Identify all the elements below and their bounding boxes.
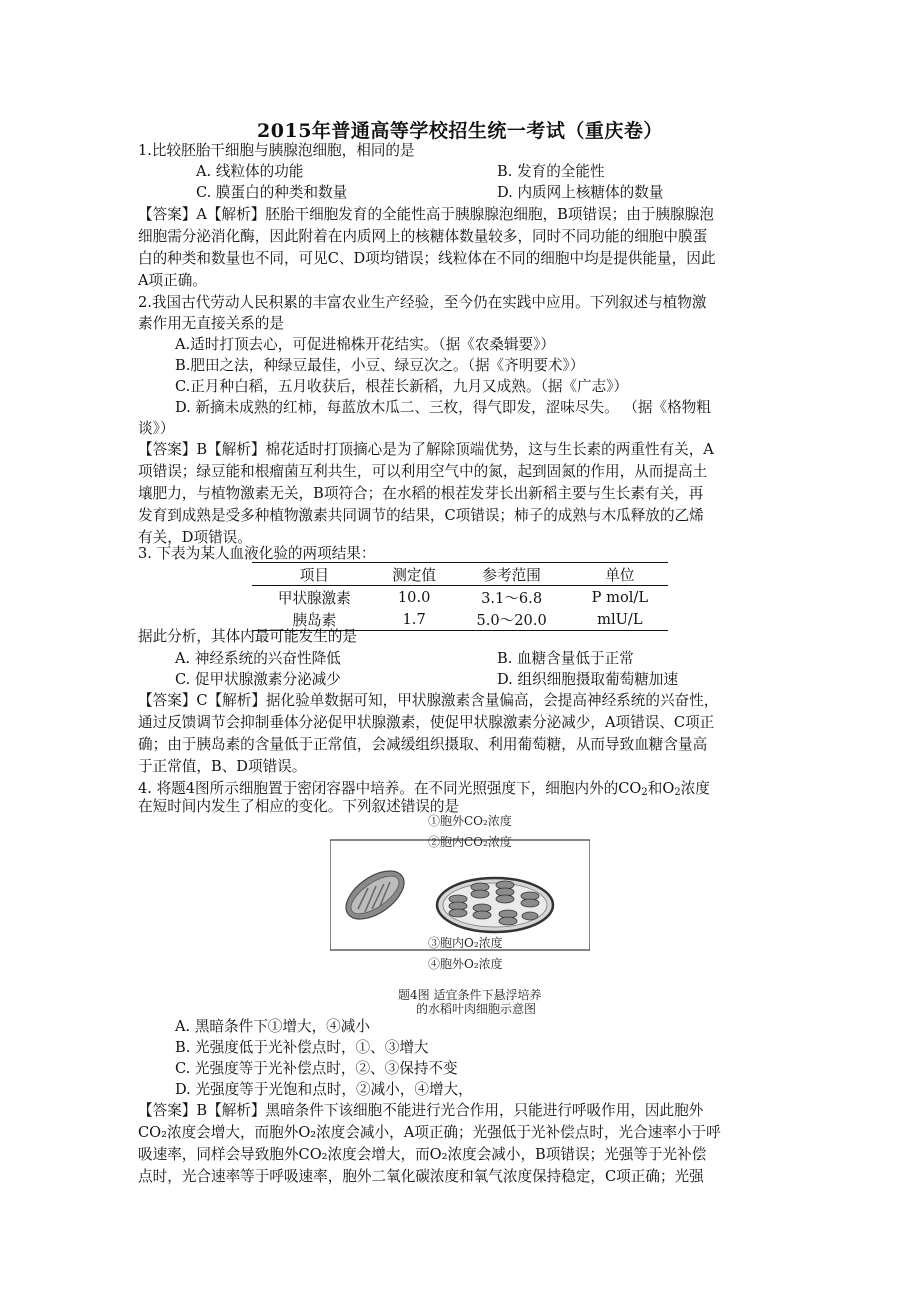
q4-option-d: D. 光强度等于光饱和点时，②减小，④增大，: [175, 1081, 473, 1098]
table-row: [252, 586, 668, 609]
q2-stem-line: 素作用无直接关系的是: [138, 315, 284, 332]
figure-caption: 的水稻叶肉细胞示意图: [416, 1002, 537, 1016]
table-cell: 3.1～6.8: [481, 589, 543, 607]
q3-option-c: C. 促甲状腺激素分泌减少: [175, 671, 341, 688]
q4-answer-line: 【答案】B【解析】黑暗条件下该细胞不能进行光合作用，只能进行呼吸作用，因此胞外: [138, 1102, 704, 1119]
figure-caption: 题4图 适宜条件下悬浮培养: [398, 988, 542, 1002]
q2-answer-line: 有关，D项错误。: [138, 529, 252, 546]
table-cell: 10.0: [397, 588, 431, 606]
q4-answer-line: CO₂浓度会增大，而胞外O₂浓度会减小，A项正确；光强低于光补偿点时，光合速率小于呼: [138, 1124, 721, 1141]
table-header-cell: 测定值: [392, 566, 437, 584]
figure-label: ①胞外CO₂浓度: [428, 814, 512, 828]
q2-option-a: A.适时打顶去心，可促进棉株开花结实。（据《农桑辑要》）: [175, 336, 556, 353]
q2-answer-line: 【答案】B【解析】棉花适时打顶摘心是为了解除顶端优势，这与生长素的两重性有关，A: [138, 441, 714, 458]
table-cell: 5.0～20.0: [476, 611, 547, 629]
q3-answer-line: 通过反馈调节会抑制垂体分泌促甲状腺激素，使促甲状腺激素分泌减少，A项错误、C项正: [138, 714, 715, 731]
q3-option-d: D. 组织细胞摄取葡萄糖加速: [497, 671, 678, 688]
table-header-row: [252, 563, 668, 586]
q3-answer-line: 于正常值，B、D项错误。: [138, 758, 307, 775]
q4-stem-line: 在短时间内发生了相应的变化。下列叙述错误的是: [138, 798, 460, 815]
table-cell: P mol/L: [591, 588, 649, 606]
q3-after-table: 据此分析，其体内最可能发生的是: [138, 628, 357, 645]
q3-option-a: A. 神经系统的兴奋性降低: [175, 650, 341, 667]
mitochondrion-icon: [338, 861, 413, 928]
q1-option-c: C. 膜蛋白的种类和数量: [196, 184, 348, 201]
q1-answer-line: A项正确。: [138, 272, 207, 289]
q2-answer-line: 项错误；绿豆能和根瘤菌互利共生，可以利用空气中的氮，起到固氮的作用，从而提高土: [138, 463, 708, 480]
q4-stem-line: 4. 将题4图所示细胞置于密闭容器中培养。在不同光照强度下，细胞内外的$CO_2$和$O_2$浓度: [138, 780, 710, 798]
chloroplast-icon: [437, 878, 553, 932]
q2-option-c: C.正月种白稻，五月收获后，根茬长新稻，九月又成熟。（据《广志》）: [175, 378, 629, 395]
table-header-cell: 项目: [299, 566, 329, 584]
cell-figure: [330, 812, 590, 1016]
q4-answer-line: 点时，光合速率等于呼吸速率，胞外二氧化碳浓度和氧气浓度保持稳定，C项正确；光强: [138, 1168, 704, 1185]
q2-option-b: B.肥田之法，种绿豆最佳，小豆、绿豆次之。（据《齐明要术》）: [175, 357, 585, 374]
figure-label: ②胞内CO₂浓度: [428, 835, 512, 849]
q4-option-b: B. 光强度低于光补偿点时，①、③增大: [175, 1039, 429, 1056]
q2-answer-line: 壤肥力，与植物激素无关，B项符合；在水稻的根茬发芽长出新稻主要与生长素有关，再: [138, 485, 704, 502]
q2-option-d-line: D. 新摘未成熟的红柿，每蓝放木瓜二、三枚，得气即发，涩味尽失。 （据《格物粗: [175, 399, 711, 416]
table-header-cell: 单位: [605, 566, 635, 584]
q1-answer-line: 细胞需分泌消化酶，因此附着在内质网上的核糖体数量较多，同时不同功能的细胞中膜蛋: [138, 228, 708, 245]
figure-label: ④胞外O₂浓度: [428, 957, 503, 971]
q1-option-d: D. 内质网上核糖体的数量: [497, 184, 664, 201]
q2-option-d-line: 谈》）: [138, 420, 175, 437]
q2-answer-line: 发育到成熟是受多种植物激素共同调节的结果，C项错误；柿子的成熟与木瓜释放的乙烯: [138, 507, 704, 524]
q2-stem-line: 2.我国古代劳动人民积累的丰富农业生产经验，至今仍在实践中应用。下列叙述与植物激: [138, 294, 707, 311]
figure-label: ③胞内O₂浓度: [428, 936, 503, 950]
q1-option-a: A. 线粒体的功能: [196, 163, 304, 180]
page-title: 2015年普通高等学校招生统一考试（重庆卷）: [257, 120, 663, 142]
q4-answer-line: 吸速率，同样会导致胞外CO₂浓度会增大，而O₂浓度会减小，B项错误；光强等于光补偿: [138, 1146, 707, 1163]
q1-answer-line: 白的种类和数量也不同，可见C、D项均错误；线粒体在不同的细胞中均是提供能量，因此: [138, 250, 716, 267]
q3-option-b: B. 血糖含量低于正常: [497, 650, 634, 667]
q1-stem: 1.比较胚胎干细胞与胰腺泡细胞，相同的是: [138, 142, 415, 159]
q4-option-c: C. 光强度等于光补偿点时，②、③保持不变: [175, 1060, 458, 1077]
q3-stem: 3. 下表为某人血液化验的两项结果：: [138, 545, 376, 562]
table-cell: 甲状腺激素: [277, 589, 351, 607]
q3-answer-line: 确；由于胰岛素的含量低于正常值，会减缓组织摄取、利用葡萄糖，从而导致血糖含量高: [138, 736, 708, 753]
cell-diagram: [330, 812, 590, 1012]
table-cell: mlU/L: [597, 610, 643, 628]
blood-test-table: [252, 562, 668, 631]
table-cell: 胰岛素: [292, 611, 337, 629]
q1-option-b: B. 发育的全能性: [497, 163, 605, 180]
q4-option-a: A. 黑暗条件下①增大，④减小: [175, 1018, 370, 1035]
table-cell: 1.7: [402, 610, 426, 628]
table-header-cell: 参考范围: [482, 566, 541, 584]
q3-answer-line: 【答案】C【解析】据化验单数据可知，甲状腺激素含量偏高，会提高神经系统的兴奋性，: [138, 692, 719, 709]
q1-answer-line: 【答案】A【解析】胚胎干细胞发育的全能性高于胰腺腺泡细胞，B项错误；由于胰腺腺泡: [138, 206, 714, 223]
